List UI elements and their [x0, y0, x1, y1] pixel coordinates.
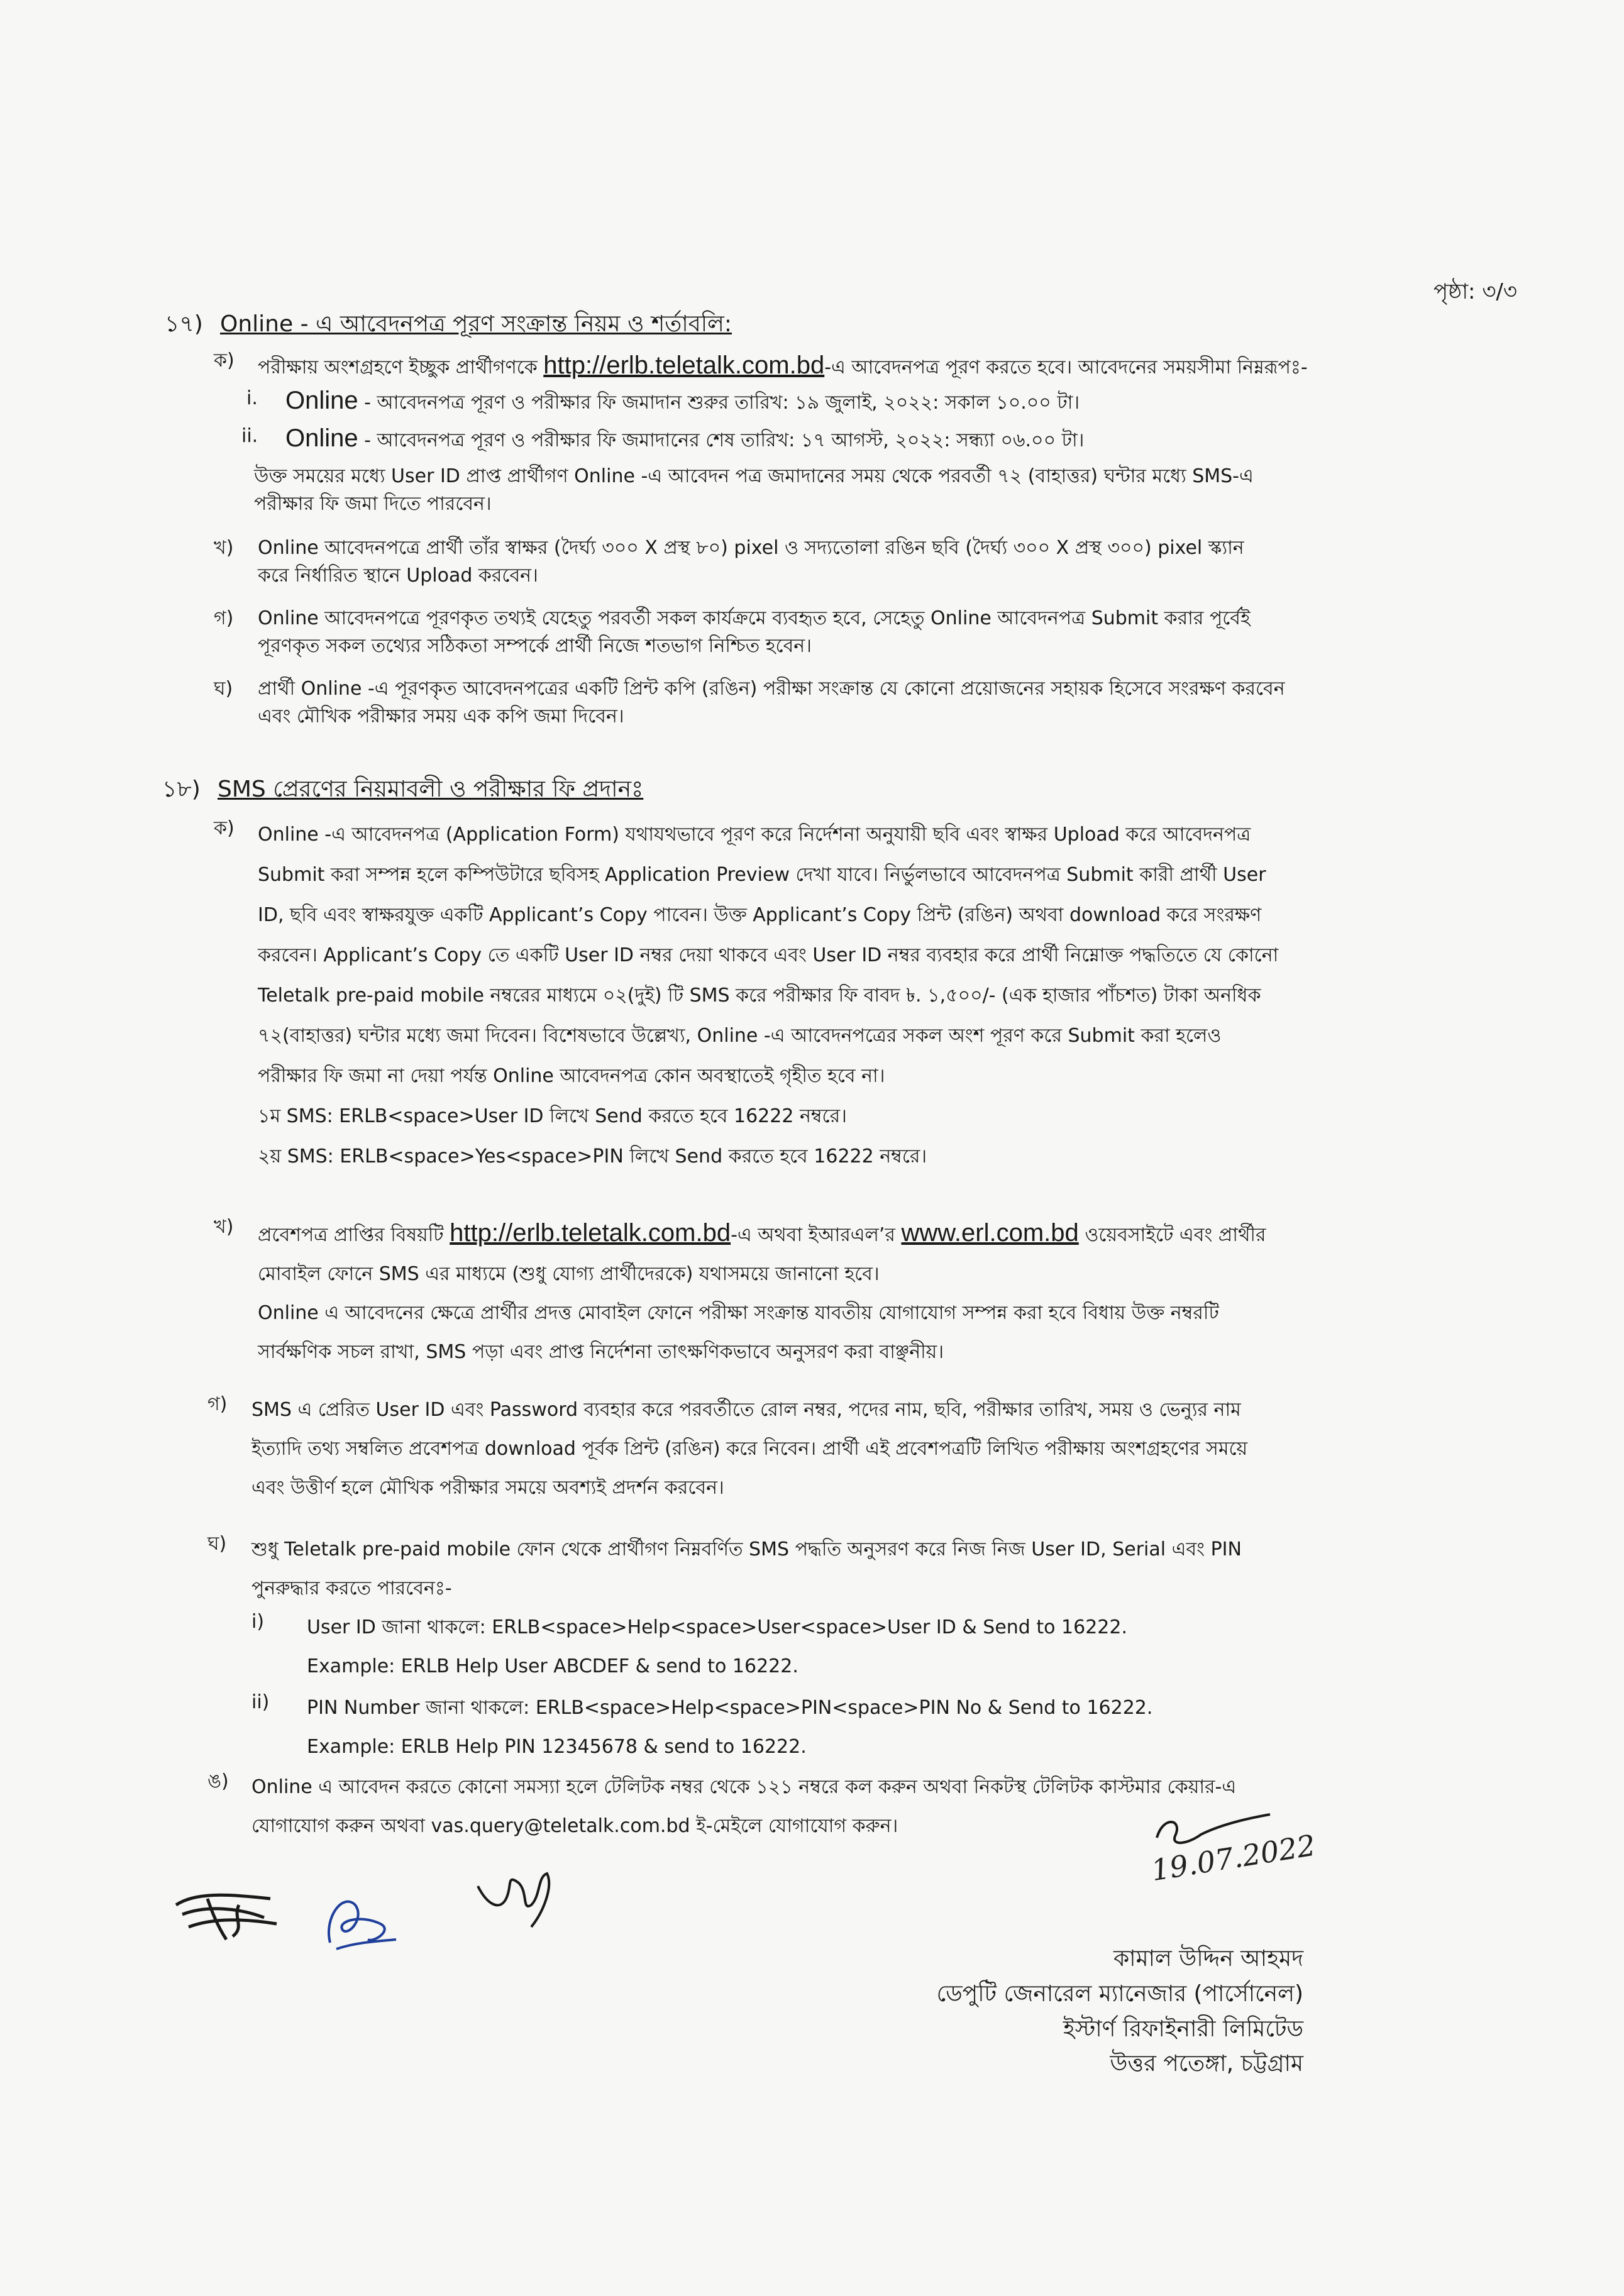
item-text: ওয়েবসাইটে এবং প্রার্থীর [1078, 1224, 1266, 1246]
online-label: Online [285, 424, 358, 452]
item-line: Online আবেদনপত্রে পূরণকৃত তথ্যই যেহেতু পরবর্তী সকল কার্যক্রমে ব্যবহৃত হবে, সেহেতু Online আবেদনপত্র Submit করার পূর্বেই [258, 607, 1251, 629]
sub-marker: i. [246, 387, 258, 409]
item-line: শুধু Teletalk pre-paid mobile ফোন থেকে প্রার্থীগণ নিম্নবর্ণিত SMS পদ্ধতি অনুসরণ করে নিজ নিজ User ID, Serial এবং PIN [251, 1538, 1242, 1560]
online-label: Online [285, 387, 358, 414]
note-line: পরীক্ষার ফি জমা দিতে পারবেন। [254, 492, 492, 515]
user-id-sms-format: User ID জানা থাকলে: ERLB<space>Help<space>User<space>User ID & Send to 16222. [307, 1616, 1128, 1638]
item-line: ইত্যাদি তথ্য সম্বলিত প্রবেশপত্র download পূর্বক প্রিন্ট (রঙিন) করে নিবেন। প্রার্থী এই প্রবেশপত্রটি লিখিত পরীক্ষায় অংশগ্রহণের সময়ে [251, 1438, 1248, 1460]
item-line: SMS এ প্রেরিত User ID এবং Password ব্যবহার করে পরবর্তীতে রোল নম্বর, পদের নাম, ছবি, পরীক্ষার তারিখ, সময় ও ভেন্যুর নাম [251, 1399, 1241, 1421]
item-text: -এ অথবা ইআরএল’র [731, 1224, 902, 1246]
initial-signature-1 [170, 1880, 289, 1949]
section-17-note [254, 463, 1543, 517]
sub-marker: i) [251, 1611, 265, 1633]
item-marker: গ) [207, 1393, 228, 1415]
erl-website-link[interactable]: www.erl.com.bd [901, 1219, 1079, 1247]
item-line: এবং মৌখিক পরীক্ষার সময় এক কপি জমা দিবেন। [258, 705, 624, 727]
erlb-teletalk-link[interactable]: http://erlb.teletalk.com.bd [450, 1219, 731, 1247]
page-number: পৃষ্ঠা: ৩/৩ [1433, 279, 1517, 304]
note-line: উক্ত সময়ের মধ্যে User ID প্রাপ্ত প্রার্থীগণ Online -এ আবেদন পত্র জমাদানের সময় থেকে পরবর্তী ৭২ (বাহাত্তর) ঘন্টার মধ্যে SMS-এ [254, 465, 1254, 487]
item-text: পরীক্ষায় অংশগ্রহণে ইচ্ছুক প্রার্থীগণকে [258, 356, 544, 378]
signatory-name: কামাল উদ্দিন আহমদ [1113, 1946, 1303, 1972]
item-text: প্রবেশপত্র প্রাপ্তির বিষয়টি [258, 1224, 450, 1246]
item-line: পরীক্ষার ফি জমা না দেয়া পর্যন্ত Online আবেদনপত্র কোন অবস্থাতেই গৃহীত হবে না। [258, 1065, 885, 1087]
signatory-organization: ইস্টার্ণ রিফাইনারী লিমিটেড [1063, 2016, 1303, 2042]
item-marker: গ) [214, 607, 234, 629]
signatory-designation: ডেপুটি জেনারেল ম্যানেজার (পার্সোনেল) [936, 1980, 1303, 2007]
item-line: Submit করা সম্পন্ন হলে কম্পিউটারে ছবিসহ Application Preview দেখা যাবে। নির্ভুলভাবে আবেদনপত্র Submit কারী প্রার্থী User [258, 864, 1266, 886]
item-text: -এ আবেদনপত্র পূরণ করতে হবে। আবেদনের সময়সীমা নিম্নরূপঃ- [824, 356, 1308, 378]
signatory-address: উত্তর পতেঙ্গা, চট্টগ্রাম [1110, 2051, 1303, 2077]
sms-2-instruction: ২য় SMS: ERLB<space>Yes<space>PIN লিখে Send করতে হবে 16222 নম্বরে। [258, 1145, 927, 1167]
item-line [258, 1213, 1266, 1255]
item-line: করবেন। Applicant’s Copy তে একটি User ID নম্বর দেয়া থাকবে এবং User ID নম্বর ব্যবহার করে প্রার্থী নিম্নোক্ত পদ্ধতিতে যে কোনো [258, 944, 1279, 966]
initial-signature-2 [318, 1880, 406, 1955]
item-marker: ঙ) [207, 1770, 229, 1792]
item-line: সার্বক্ষণিক সচল রাখা, SMS পড়া এবং প্রাপ্ত নির্দেশনা তাৎক্ষণিকভাবে অনুসরণ করা বাঞ্ছনীয়। [258, 1341, 944, 1363]
item-line: Teletalk pre-paid mobile নম্বরের মাধ্যমে ০২(দুই) টি SMS করে পরীক্ষার ফি বাবদ ৳. ১,৫০০/- (এক হাজার পাঁচশত) টাকা অনধিক [258, 985, 1261, 1007]
handwritten-date: 19.07.2022 [1149, 1828, 1318, 1888]
item-line: এবং উত্তীর্ণ হলে মৌখিক পরীক্ষার সময়ে অবশ্যই প্রদর্শন করবেন। [251, 1477, 724, 1499]
item-line: Online -এ আবেদনপত্র (Application Form) যথাযথভাবে পূরণ করে নির্দেশনা অনুযায়ী ছবি এবং স্বাক্ষর Upload করে আবেদনপত্র [258, 824, 1251, 846]
section-17-heading [165, 308, 732, 341]
user-id-sms-example: Example: ERLB Help User ABCDEF & send to 16222. [307, 1655, 798, 1677]
item-marker: খ) [214, 1216, 234, 1238]
item-line: ID, ছবি এবং স্বাক্ষরযুক্ত একটি Applicant’s Copy পাবেন। উক্ত Applicant’s Copy প্রিন্ট (রঙিন) অথবা download করে সংরক্ষণ [258, 904, 1262, 926]
start-date-text: - আবেদনপত্র পূরণ ও পরীক্ষার ফি জমাদান শুরুর তারিখ: ১৯ জুলাই, ২০২২: সকাল ১০.০০ টা। [358, 392, 1080, 414]
signatory-block [937, 1941, 1303, 2082]
section-17-number: ১৭) [165, 311, 203, 337]
item-line: করে নির্ধারিত স্থানে Upload করবেন। [258, 564, 538, 587]
item-marker: ক) [214, 817, 235, 839]
sub-marker: ii) [251, 1691, 270, 1713]
item-marker: ঘ) [214, 678, 233, 700]
pin-sms-example: Example: ERLB Help PIN 12345678 & send to 16222. [307, 1736, 807, 1758]
item-line: মোবাইল ফোনে SMS এর মাধ্যমে (শুধু যোগ্য প্রার্থীদেরকে) যথাসময়ে জানানো হবে। [258, 1263, 880, 1285]
sub-marker: ii. [241, 425, 258, 447]
item-line: পূরণকৃত সকল তথ্যের সঠিকতা সম্পর্কে প্রার্থী নিজে শতভাগ নিশ্চিত হবেন। [258, 634, 812, 657]
sms-1-instruction: ১ম SMS: ERLB<space>User ID লিখে Send করতে হবে 16222 নম্বরে। [258, 1105, 847, 1127]
item-line: Online এ আবেদনের ক্ষেত্রে প্রার্থীর প্রদত্ত মোবাইল ফোনে পরীক্ষা সংক্রান্ত যাবতীয় যোগাযোগ সম্পন্ন করা হবে বিধায় উক্ত নম্বরটি [258, 1302, 1219, 1324]
section-17-title: Online - এ আবেদনপত্র পূরণ সংক্রান্ত নিয়ম ও শর্তাবলি: [220, 311, 732, 337]
section-18-number: ১৮) [162, 776, 201, 802]
item-line: প্রার্থী Online -এ পূরণকৃত আবেদনপত্রের একটি প্রিন্ট কপি (রঙিন) পরীক্ষা সংক্রান্ত যে কোনো প্রয়োজনের সহায়ক হিসেবে সংরক্ষণ করবেন [258, 678, 1285, 700]
end-date-text: - আবেদনপত্র পূরণ ও পরীক্ষার ফি জমাদানের শেষ তারিখ: ১৭ আগস্ট, ২০২২: সন্ধ্যা ০৬.০০ টা। [358, 429, 1085, 451]
initial-signature-3 [468, 1861, 569, 1936]
item-marker: ক) [214, 350, 235, 372]
item-marker: ঘ) [207, 1533, 227, 1555]
item-line: পুনরুদ্ধার করতে পারবেনঃ- [251, 1577, 452, 1599]
section-18-title: SMS প্রেরণের নিয়মাবলী ও পরীক্ষার ফি প্রদানঃ [218, 776, 644, 802]
item-line: Online এ আবেদন করতে কোনো সমস্যা হলে টেলিটক নম্বর থেকে ১২১ নম্বরে কল করুন অথবা নিকটস্থ টেলিটক কাস্টমার কেয়ার-এ [251, 1776, 1237, 1798]
item-marker: খ) [214, 537, 234, 559]
support-email-line: যোগাযোগ করুন অথবা vas.query@teletalk.com.bd ই-মেইলে যোগাযোগ করুন। [251, 1815, 898, 1837]
item-line: ৭২(বাহাত্তর) ঘন্টার মধ্যে জমা দিবেন। বিশেষভাবে উল্লেখ্য, Online -এ আবেদনপত্রের সকল অংশ পূরণ করে Submit করা হলেও [258, 1025, 1222, 1047]
erlb-teletalk-link[interactable]: http://erlb.teletalk.com.bd [543, 351, 825, 379]
section-18-heading [162, 773, 643, 806]
pin-sms-format: PIN Number জানা থাকলে: ERLB<space>Help<space>PIN<space>PIN No & Send to 16222. [307, 1697, 1153, 1719]
item-line: Online আবেদনপত্রে প্রার্থী তাঁর স্বাক্ষর (দৈর্ঘ্য ৩০০ X প্রস্থ ৮০) pixel ও সদ্যতোলা রঙিন ছবি (দৈর্ঘ্য ৩০০ X প্রস্থ ৩০০) pixel স্ক্যান [258, 537, 1244, 559]
